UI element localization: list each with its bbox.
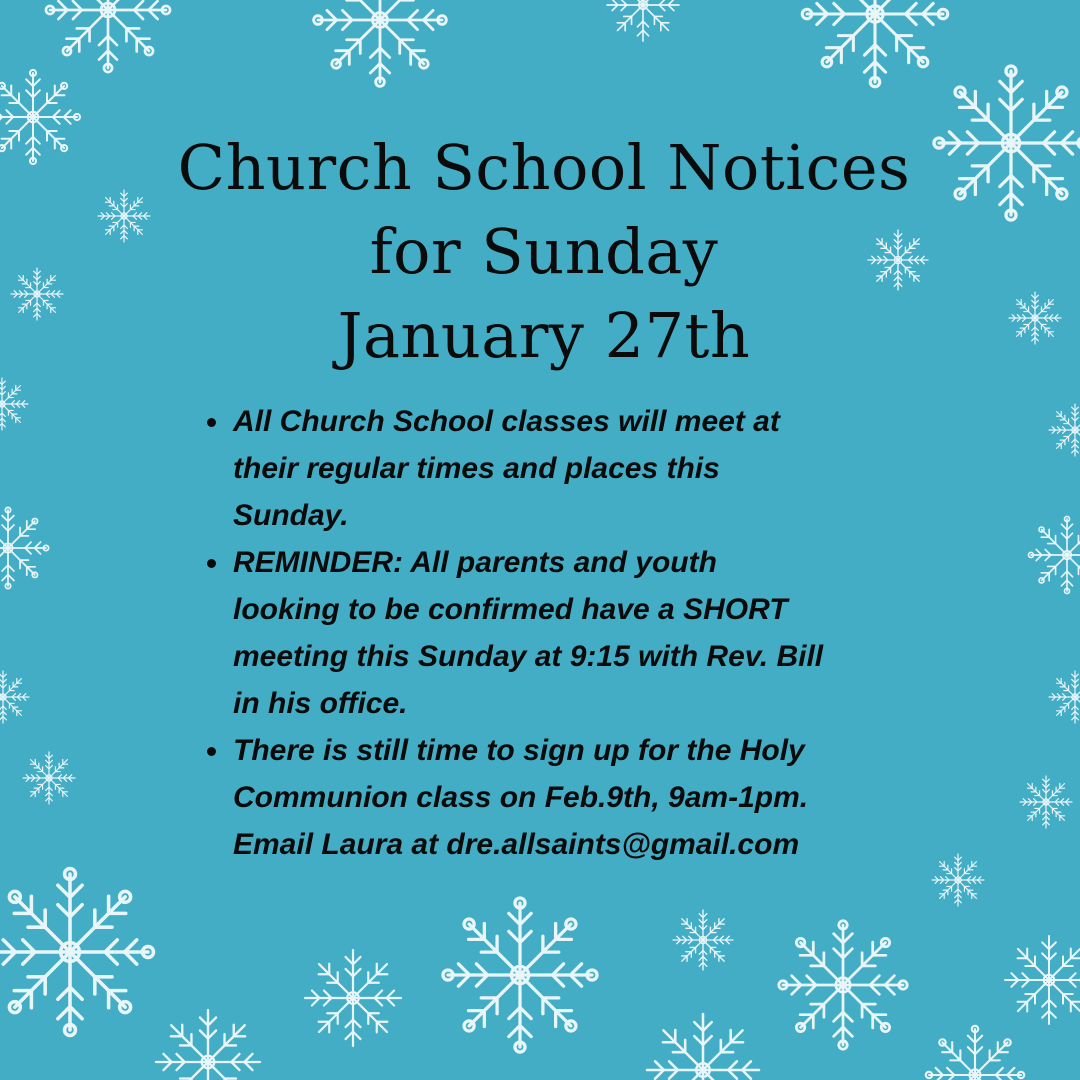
- notice-line: Email Laura at dre.allsaints@gmail.com: [233, 828, 800, 861]
- title-line-3: January 27th: [337, 299, 751, 372]
- snowflake-icon: [1028, 516, 1080, 593]
- snowflake-icon: [1009, 292, 1061, 344]
- snowflake-icon: [934, 66, 1080, 220]
- notice-list: [233, 398, 883, 868]
- notice-line: Communion class on Feb.9th, 9am-1pm.: [233, 781, 809, 814]
- snowflake-icon: [0, 70, 80, 164]
- snowflake-icon: [647, 1014, 759, 1080]
- notice-line: meeting this Sunday at 9:15 with Rev. Bill: [233, 640, 824, 673]
- snowflake-icon: [0, 869, 153, 1036]
- notice-line: their regular times and places this: [233, 452, 720, 485]
- snowflake-icon: [1005, 936, 1080, 1024]
- title-line-2: for Sunday: [369, 215, 719, 288]
- notice-item-classes: [233, 398, 883, 539]
- snowflake-icon: [802, 0, 948, 87]
- notice-line: There is still time to sign up for the Holy: [233, 734, 805, 767]
- snowflake-icon: [305, 950, 401, 1046]
- snowflake-icon: [932, 854, 984, 906]
- notice-line: All Church School classes will meet at: [233, 405, 780, 438]
- snowflake-icon: [673, 910, 733, 970]
- notice-line: REMINDER: All parents and youth: [233, 546, 717, 579]
- snowflake-icon: [1049, 671, 1080, 723]
- bullet-icon: [207, 418, 216, 427]
- notice-line: in his office.: [233, 687, 408, 720]
- page-title: [140, 126, 948, 378]
- notice-item-communion: [233, 727, 883, 868]
- notice-line: Sunday.: [233, 499, 349, 532]
- snowflake-icon: [23, 752, 75, 804]
- snowflake-icon: [156, 1010, 260, 1080]
- snowflake-icon: [46, 0, 170, 72]
- notice-line: looking to be confirmed have a SHORT: [233, 593, 788, 626]
- snowflake-icon: [314, 0, 447, 86]
- title-line-1: Church School Notices: [177, 131, 911, 204]
- snowflake-icon: [443, 898, 597, 1052]
- snowflake-icon: [926, 1026, 1024, 1080]
- bullet-icon: [207, 559, 216, 568]
- snowflake-icon: [1049, 404, 1080, 456]
- snowflake-icon: [11, 268, 63, 320]
- snowflake-icon: [0, 507, 49, 588]
- bullet-icon: [207, 747, 216, 756]
- snowflake-icon: [607, 0, 679, 41]
- snowflake-icon: [1020, 776, 1072, 828]
- snowflake-icon: [779, 921, 907, 1049]
- notice-item-confirmation: [233, 539, 883, 727]
- snowflake-icon: [0, 671, 29, 723]
- snowflake-icon: [0, 378, 28, 430]
